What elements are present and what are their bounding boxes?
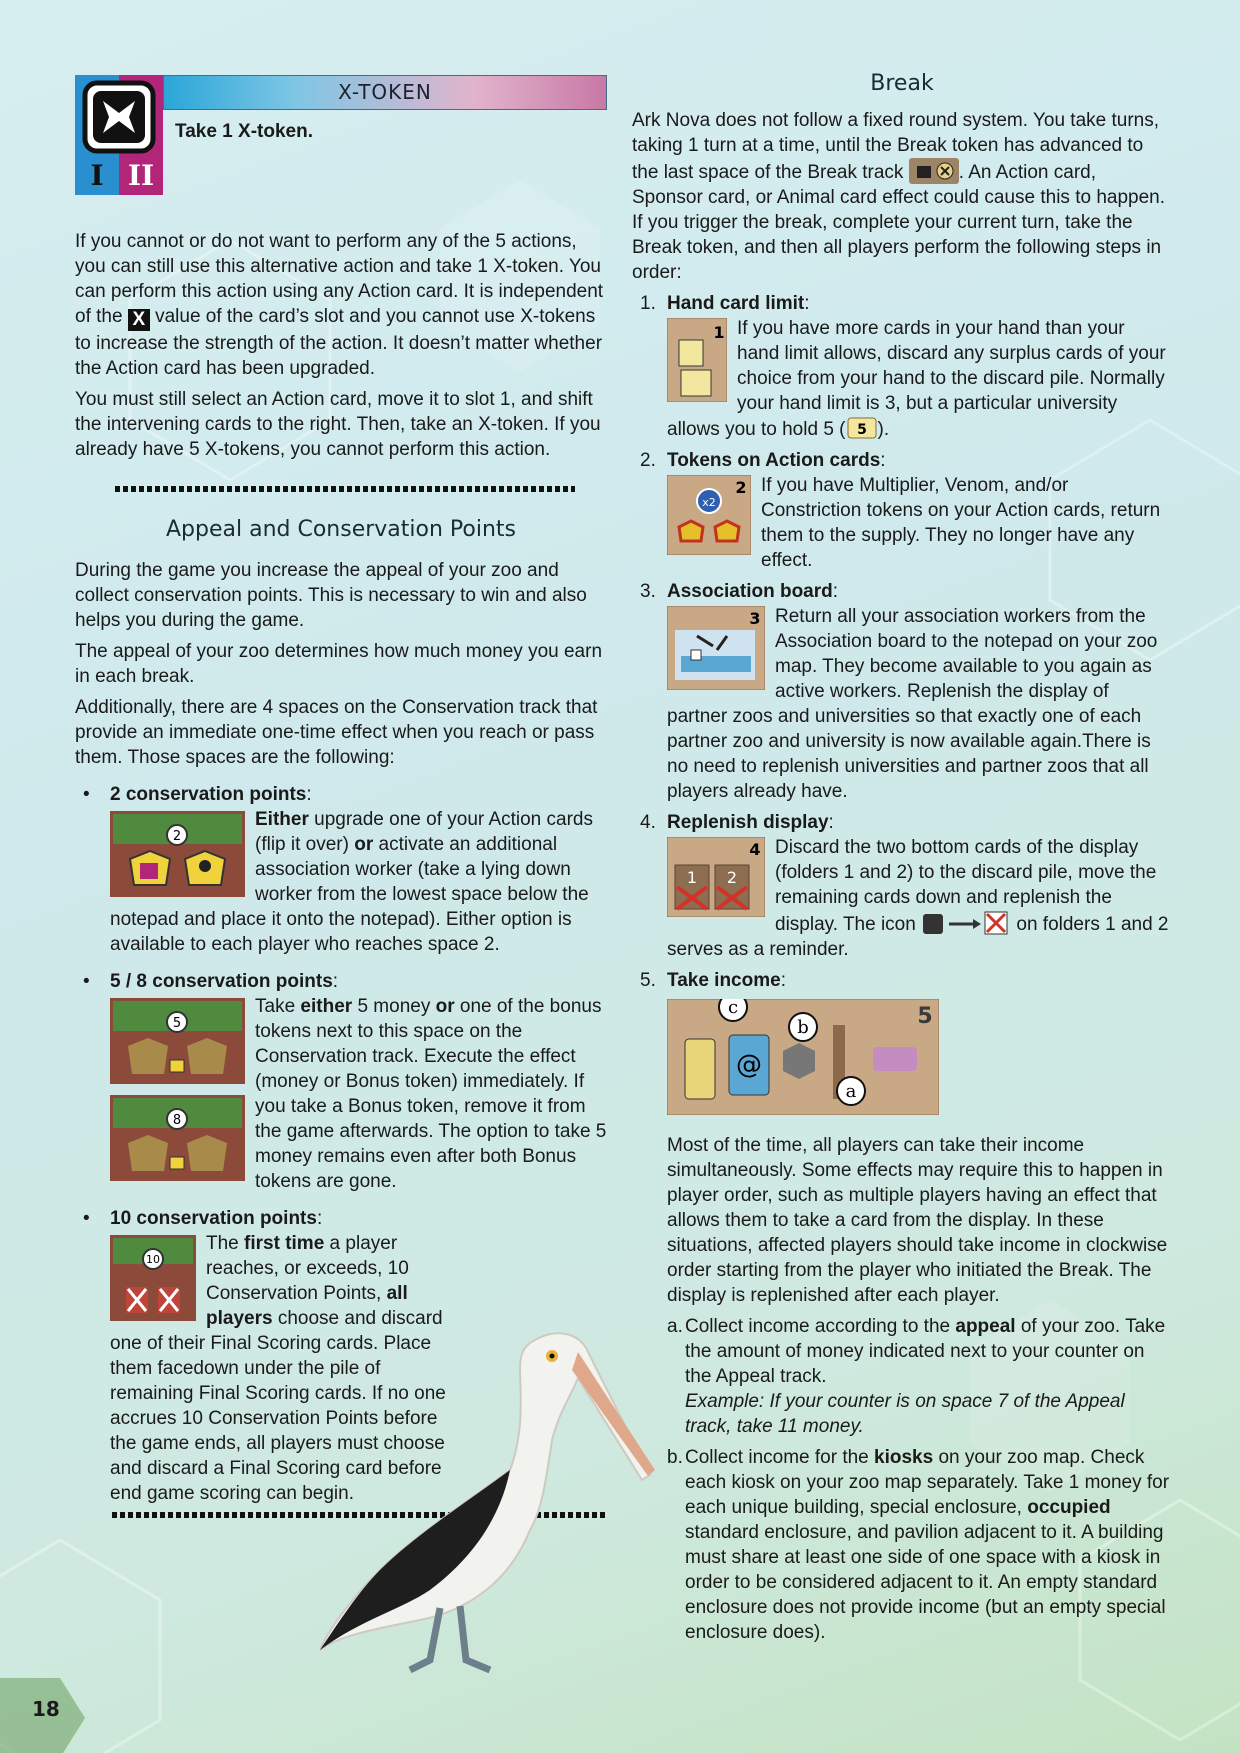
svg-text:5: 5 <box>172 1016 182 1031</box>
association-board-icon <box>667 606 765 690</box>
step-take-income: 5. Take income: 5 @ c b a Most of the time, all players can take their income simultaneously. Some effects may require this to happen in player order, such as multiple players having an effect that allows them to take a card from the display. In these situations, affected players should take income in clockwise order starting from the player who initiated the Break. The display is replenished after each player. a. Collect income according to the appeal of your zoo. Take the amount of money indicated next to your counter on the Appeal track. Example: If your counter is on space 7 of the Appeal track, take 11 money. b. Collect income for the kiosks on your zoo map. Check each kiosk on your zoo map separately. Take 1 money for each unique building, special enclosure, occupied standard enclosure, and pavilion adjacent to it. A building must share at least one side of one space with a kiosk in order to be considered adjacent to it. An empty standard enclosure does not provide income (but an empty special enclosure does). <box>632 968 1172 1645</box>
svg-text:2: 2 <box>735 478 747 497</box>
step-replenish-display: 4. Replenish display: 4 1 2 Discard the two bottom cards of the display (folders 1 and 2) to the discard pile, move the remaining cards down and replenish the display. The icon on folders 1 and 2 serves as a reminder. <box>640 812 1169 960</box>
section-divider <box>115 482 575 496</box>
x-token-subtitle: Take 1 X-token. <box>175 121 313 142</box>
income-appeal-item: a. Collect income according to the appeal of your zoo. Take the amount of money indicated next to your counter on the Appeal track. Example: If your counter is on space 7 of the Appeal track, take 11 money. <box>667 1316 1166 1437</box>
svg-text:8: 8 <box>172 1113 182 1128</box>
svg-text:1: 1 <box>713 323 725 342</box>
step-association-board: 3. Association board: 3 Return all your association workers from the Association board to the notepad on your zoo map. They become available to you again as active workers. Replenish the display of partner zoos and universities so that exactly one of each partner zoo and university is now available again.There is no need to replenish universities and partner zoos that all players already have. <box>640 581 1158 802</box>
hand-limit-icon <box>667 318 727 402</box>
x-value-icon: X <box>128 309 150 331</box>
conservation-8-icon <box>110 1095 245 1181</box>
conservation-2-icon <box>110 811 245 897</box>
svg-text:@: @ <box>736 1050 762 1080</box>
x-token-paragraph-1: If you cannot or do not want to perform any of the 5 actions, you can still use this alternative action and take 1 X-token. You can perform this action using any Action card. It is independent of the X value of the card’s slot and you cannot use X-tokens to increase the strength of the action. It doesn’t matter whether the Action card has been upgraded. <box>75 231 604 379</box>
step-hand-card-limit: 1. Hand card limit: 1 If you have more cards in your hand than your hand limit allows, discard any surplus cards of your choice from your hand to the discard pile. Normally your hand limit is 3, but a particular university allows you to hold 5 ( 5 ). <box>640 293 1166 440</box>
conservation-2-item: • 2 conservation points: 2 Either upgrade one of your Action cards (flip it over) or activate an additional association worker (take a lying down worker from the lowest space below the notepad and place it onto the notepad). Either option is available to each player who reaches space 2. <box>75 782 607 957</box>
svg-text:10: 10 <box>146 1253 160 1266</box>
svg-text:5: 5 <box>917 1004 933 1029</box>
svg-text:2: 2 <box>726 868 738 887</box>
x-token-action-badge <box>75 75 163 195</box>
conservation-5-8-item: • 5 / 8 conservation points: 5 8 Take either 5 money or one of the bonus tokens next to this space on the Conservation track. Execute the effect (money or Bonus token) immediately. If you take a Bonus token, remove it from the game afterwards. The option to take 5 money remains even after both Bonus tokens are gone. <box>75 969 607 1194</box>
right-column <box>632 71 1172 1645</box>
svg-text:x2: x2 <box>702 496 716 509</box>
svg-text:b: b <box>797 1017 809 1038</box>
svg-text:3: 3 <box>749 609 761 628</box>
conservation-10-icon <box>110 1235 196 1321</box>
svg-text:2: 2 <box>172 829 182 844</box>
discard-reminder-icon <box>921 910 1011 936</box>
appeal-heading: Appeal and Conservation Points <box>165 517 516 542</box>
hand-limit-5-icon <box>846 416 878 440</box>
action-tokens-icon <box>667 475 751 555</box>
conservation-5-8-icons <box>110 998 245 1188</box>
left-column <box>75 75 607 1506</box>
svg-text:II: II <box>127 159 155 192</box>
break-intro: Ark Nova does not follow a fixed round system. You take turns, taking 1 turn at a time, until the Break token has advanced to the last space of the Break track . An Action card, Sponsor card, or Animal card effect could cause this to happen. If you trigger the break, complete your current turn, take the Break token, and then all players perform the following steps in order: <box>632 110 1166 283</box>
svg-text:c: c <box>727 999 739 1018</box>
break-track-icon <box>909 158 959 184</box>
svg-text:4: 4 <box>749 840 761 859</box>
step-tokens-on-action-cards: 2. Tokens on Action cards: 2 x2 If you have Multiplier, Venom, and/or Constriction tokens on your Action cards, return them to the supply. They no longer have any effect. <box>640 450 1161 571</box>
page-number: 18 <box>32 1697 60 1721</box>
replenish-display-icon <box>667 837 765 917</box>
conservation-5-icon <box>110 998 245 1084</box>
svg-text:I: I <box>90 159 104 192</box>
income-paragraph: Most of the time, all players can take their income simultaneously. Some effects may require this to happen in player order, such as multiple players having an effect that allows them to take a card from the display. In these situations, affected players should take income in clockwise order starting from the player who initiated the Break. The display is replenished after each player. <box>667 1135 1168 1306</box>
income-kiosks-item: b. Collect income for the kiosks on your zoo map. Check each kiosk on your zoo map separately. Take 1 money for each unique building, special enclosure, occupied standard enclosure, and pavilion adjacent to it. A building must share at least one side of one space with a kiosk in order to be considered adjacent to it. An empty standard enclosure does not provide income (but an empty special enclosure does). <box>667 1447 1170 1643</box>
svg-text:a: a <box>845 1081 857 1102</box>
appeal-paragraph-3: Additionally, there are 4 spaces on the Conservation track that provide an immediate one-time effect when you reach or pass them. Those spaces are the following: <box>75 697 598 768</box>
appeal-paragraph-2: The appeal of your zoo determines how much money you earn in each break. <box>75 641 603 687</box>
break-heading: Break <box>870 71 934 96</box>
take-income-icon <box>667 999 939 1115</box>
conservation-10-item: • 10 conservation points: 10 The first time a player reaches, or exceeds, 10 Conservation Points, all players choose and discard one of their Final Scoring cards. Place them facedown under the pile of remaining Final Scoring cards. If no one accrues 10 Conservation Points before the game ends, all players must choose and discard a Final Scoring card before end game scoring can begin. <box>75 1206 607 1506</box>
x-token-paragraph-2: You must still select an Action card, move it to slot 1, and shift the intervening cards to the right. Then, take an X-token. If you already have 5 X-tokens, you cannot perform this action. <box>75 389 601 460</box>
x-token-title: X-TOKEN <box>163 75 607 110</box>
svg-text:5: 5 <box>856 422 867 438</box>
x-token-section <box>75 75 607 195</box>
svg-text:1: 1 <box>686 868 698 887</box>
appeal-paragraph-1: During the game you increase the appeal of your zoo and collect conservation points. This is necessary to win and also helps you during the game. <box>75 560 587 631</box>
